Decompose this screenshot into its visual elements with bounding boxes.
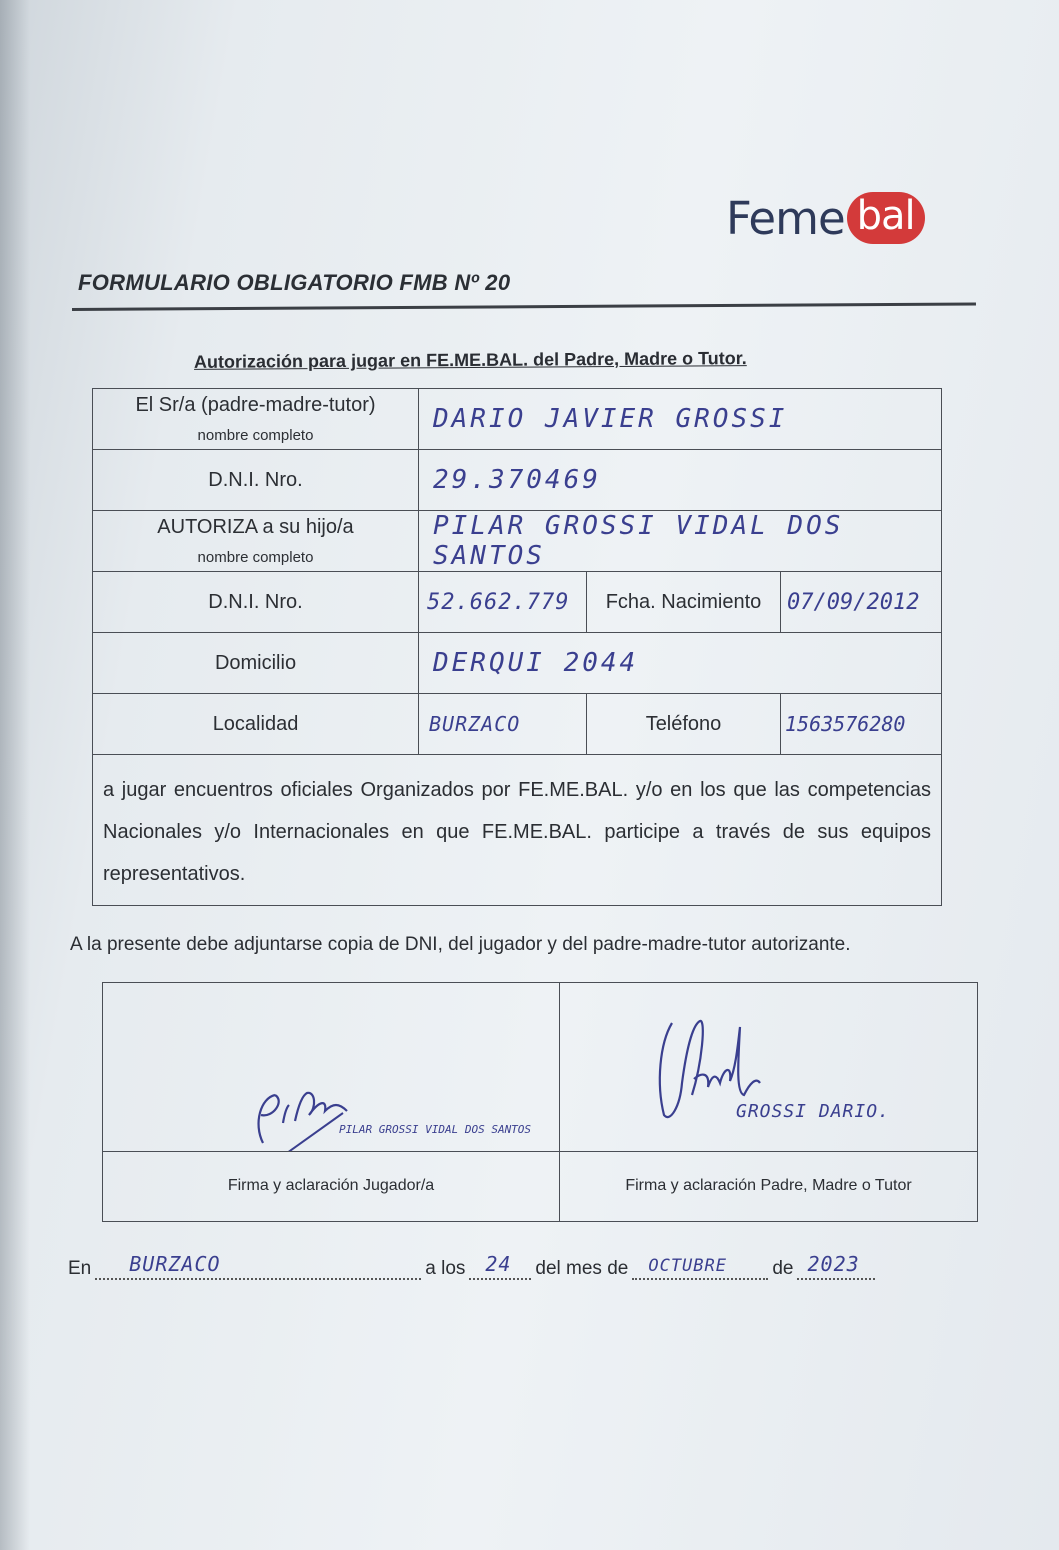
player-signature-area[interactable] [103,983,559,1152]
player-signature-column [103,983,560,1221]
parent-name-field[interactable] [419,389,941,449]
child-name-field[interactable] [419,511,941,571]
logo-part-fe: Fe [726,191,776,245]
birth-date-label: Fcha. Nacimiento [605,590,762,613]
phone-field[interactable] [781,694,941,754]
table-row [93,511,941,572]
month-value: OCTUBRE [648,1256,727,1276]
parent-name-label-cell [93,389,419,449]
address-field[interactable] [419,633,941,693]
table-row [93,450,941,511]
table-row [93,633,941,694]
child-name-sublabel: nombre completo [197,549,314,566]
parent-dni-value: 29.370469 [433,465,601,495]
address-label: Domicilio [214,651,297,674]
footer-en-label: En [68,1258,92,1279]
phone-label-cell [587,694,781,754]
authorization-text: a jugar encuentros oficiales Organizados por FE.ME.BAL. y/o en los que las competencias Nacionales y/o Internacionales en que FE.ME.BAL. participe a través de sus equipos representativos. [103,779,931,885]
table-row [93,755,941,905]
parent-name-label: El Sr/a (padre-madre-tutor) [135,394,376,416]
child-name-value: PILAR GROSSI VIDAL DOS SANTOS [433,511,844,571]
parent-signature-drawing [560,983,977,1151]
birth-date-field[interactable] [781,572,941,632]
parent-clarification: GROSSI DARIO. [736,1101,890,1122]
phone-value: 1563576280 [785,712,906,736]
parent-signature-area[interactable] [560,983,977,1152]
parent-name-sublabel: nombre completo [197,427,314,444]
child-name-label: AUTORIZA a su hijo/a [157,516,354,538]
phone-label: Teléfono [645,712,722,735]
parent-dni-label: D.N.I. Nro. [208,468,303,491]
parent-signature-label: Firma y aclaración Padre, Madre o Tutor [625,1177,912,1194]
logo-part-bal: bal [847,192,925,244]
birth-date-label-cell [587,572,781,632]
footer-a-los-label: a los [425,1258,466,1279]
table-row [93,389,941,450]
city-value: BURZACO [429,712,521,736]
parent-dni-field[interactable] [419,450,941,510]
form-subtitle: Autorización para jugar en FE.ME.BAL. del Padre, Madre o Tutor. [193,348,747,372]
form-title: FORMULARIO OBLIGATORIO FMB Nº 20 [78,270,511,295]
day-field[interactable] [469,1252,531,1280]
child-name-label-cell [93,511,419,571]
year-field[interactable] [797,1252,875,1280]
place-value: BURZACO [129,1252,221,1276]
femebal-logo [726,188,925,248]
place-field[interactable] [95,1252,421,1280]
address-value: DERQUI 2044 [433,648,639,678]
city-label-cell [93,694,419,754]
player-signature-label: Firma y aclaración Jugador/a [227,1177,435,1194]
parent-name-value: DARIO JAVIER GROSSI [433,404,788,434]
footer-month-label: del mes de [535,1258,629,1279]
day-value: 24 [485,1252,512,1276]
city-label: Localidad [212,712,299,735]
signature-table [102,982,978,1222]
city-field[interactable] [419,694,587,754]
footer-de-label: de [772,1258,794,1279]
year-value: 2023 [807,1252,860,1276]
authorization-text-cell [93,755,941,905]
title-divider [72,302,976,311]
child-dni-label: D.N.I. Nro. [208,590,303,613]
child-dni-field[interactable] [419,572,587,632]
page-shadow [0,0,30,1550]
place-date-line [68,1252,879,1280]
birth-date-value: 07/09/2012 [787,589,920,615]
table-row [93,694,941,755]
month-field[interactable] [632,1256,768,1280]
parent-signature-column [560,983,977,1221]
address-label-cell [93,633,419,693]
attachment-note: A la presente debe adjuntarse copia de DNI, del jugador y del padre-madre-tutor autorizante. [70,934,851,955]
child-dni-label-cell [93,572,419,632]
authorization-table [92,388,942,906]
parent-dni-label-cell [93,450,419,510]
child-dni-value: 52.662.779 [427,589,570,615]
table-row [93,572,941,633]
logo-part-me: me [775,191,845,245]
player-clarification: PILAR GROSSI VIDAL DOS SANTOS [339,1123,532,1136]
